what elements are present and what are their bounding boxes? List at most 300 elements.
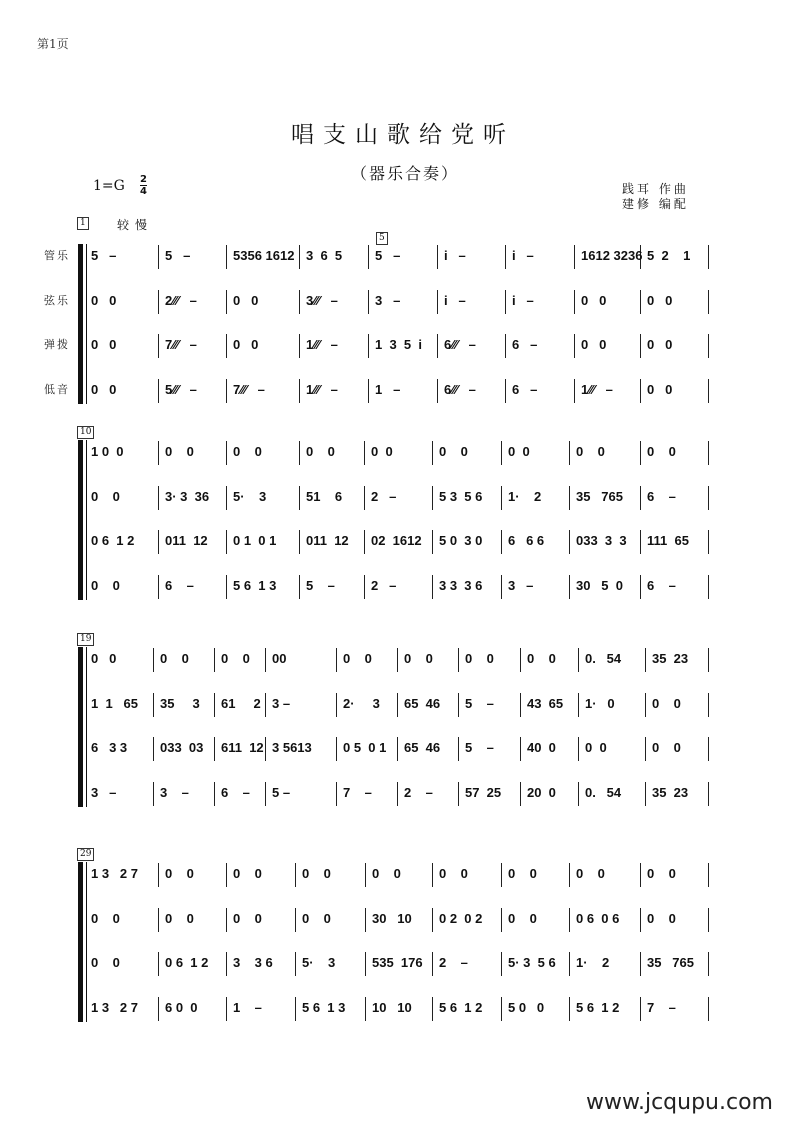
barline [265,648,266,672]
barline [520,648,521,672]
barline [368,379,369,403]
barline [226,486,227,510]
barline [708,863,709,887]
barline [158,575,159,599]
measure: 0 0 [160,651,189,666]
rehearsal-mark: 1 [77,217,89,230]
measure: 6 – [647,488,676,504]
barline [458,648,459,672]
barline [640,575,641,599]
measure: 1⁄⁄⁄ – [306,337,338,352]
barline [578,693,579,717]
measure: 6 3 3 [91,740,128,755]
measure: 3 5613 [272,740,312,755]
measure: 1⁄⁄⁄ – [581,381,613,397]
measure: 5 – [375,248,401,263]
barline [708,908,709,932]
barline [214,693,215,717]
barline [397,648,398,672]
barline [432,997,433,1021]
measure: 033 03 [160,740,204,755]
measure: 0 5 0 1 [343,740,387,755]
barline [640,379,641,403]
measure: 5· 3 [233,488,267,504]
barline [295,863,296,887]
barline [708,441,709,465]
measure: 5 0 3 0 [439,533,483,548]
barline [569,441,570,465]
barline [708,486,709,510]
measure: 6 – [221,784,250,800]
measure: 033 3 3 [576,533,627,548]
time-signature [140,174,147,197]
measure: 0 6 1 2 [91,533,135,548]
measure: 6 0 0 [165,999,198,1015]
barline [153,737,154,761]
barline [295,997,296,1021]
barline [640,997,641,1021]
barline [640,334,641,358]
measure: 30 5 0 [576,577,623,593]
measure: 2⁄⁄⁄ – [165,292,197,308]
measure: 0 0 [404,651,433,666]
arranger-credit: 建修 编配 [622,197,689,211]
measure: 61 2 [221,695,261,711]
measure: 35 3 [160,695,200,711]
measure: 011 12 [306,533,349,548]
barline [458,693,459,717]
barline [153,648,154,672]
barline [336,648,337,672]
barline [364,575,365,599]
barline [505,245,506,269]
measure: 1· 2 [576,955,610,970]
instrument-label: 弦乐 [44,293,70,307]
measure: 2· 3 [343,695,380,711]
barline [226,290,227,314]
time-signature-bottom: 4 [140,186,147,197]
barline [569,908,570,932]
barline [299,379,300,403]
barline [708,575,709,599]
measure: 0 0 [165,866,194,881]
measure: 3 – [272,695,291,711]
measure: 5 – [165,248,191,263]
barline [226,334,227,358]
measure: 0 0 [581,292,607,308]
measure: 0. 54 [585,651,622,666]
barline [645,693,646,717]
barline [578,737,579,761]
instrument-label: 管乐 [44,249,70,262]
tempo-marking: 较慢 [117,218,154,232]
barline [569,575,570,599]
measure: 5· 3 5 6 [508,955,556,970]
barline [505,379,506,403]
barline [520,737,521,761]
measure: 0 0 [233,337,259,352]
rehearsal-mark: 5 [376,232,388,245]
barline [397,693,398,717]
composer-credit: 践耳 作曲 [622,182,689,196]
barline [336,737,337,761]
measure: 2 – [371,577,397,593]
measure: 43 65 [527,695,564,711]
measure: 00 [272,651,287,666]
system-bracket [78,647,83,807]
measure: 0 0 [652,740,681,755]
barline [640,486,641,510]
barline [365,863,366,887]
barline [226,530,227,554]
barline [645,648,646,672]
barline [501,486,502,510]
measure: 0 0 [91,292,117,308]
measure: 0 0 [91,488,120,504]
measure: 1 0 0 [91,444,124,459]
barline [708,334,709,358]
barline [645,782,646,806]
barline [299,245,300,269]
measure: 65 46 [404,695,441,711]
measure: 3 3 3 6 [439,577,483,593]
barline [214,737,215,761]
measure: 0 0 [508,866,537,881]
barline [299,530,300,554]
barline [299,441,300,465]
measure: 3 – [375,292,401,308]
barline [214,648,215,672]
barline [432,908,433,932]
measure: 5 6 1 2 [576,999,620,1015]
score-subtitle: （器乐合奏） [350,164,459,183]
measure: 6 – [647,577,676,593]
measure: 0 0 [647,444,676,459]
measure: i – [512,248,534,263]
measure: 5 6 1 2 [439,999,483,1015]
measure: 6 – [512,381,538,397]
barline [158,863,159,887]
measure: 5· 3 [302,955,336,970]
measure: 5 2 1 [647,248,691,263]
barline [708,997,709,1021]
barline [708,737,709,761]
barline [432,441,433,465]
barline [458,737,459,761]
measure: 0 0 [576,444,605,459]
barline [640,530,641,554]
barline [158,997,159,1021]
measure: 1⁄⁄⁄ – [306,381,338,397]
system-bracket [78,440,83,600]
measure: 1· 2 [508,488,542,504]
measure: 35 765 [647,955,694,970]
barline [158,334,159,358]
barline [158,908,159,932]
barline [336,693,337,717]
measure: 0 1 0 1 [233,533,277,548]
system-bracket-line [86,647,87,807]
measure: 57 25 [465,784,502,800]
barline [708,782,709,806]
barline [708,693,709,717]
measure: 111 65 [647,533,689,548]
barline [640,863,641,887]
measure: 0 0 [91,955,120,970]
barline [520,693,521,717]
measure: 1 1 65 [91,695,138,711]
measure: 3· 3 36 [165,488,210,504]
page-number: 第1页 [37,37,69,51]
barline [265,737,266,761]
barline [299,486,300,510]
barline [437,290,438,314]
instrument-label: 弹拨 [44,338,70,351]
measure: 0 0 [576,866,605,881]
barline [708,952,709,976]
barline [574,379,575,403]
barline [501,530,502,554]
barline [299,575,300,599]
measure: 6⁄⁄⁄ – [444,381,476,397]
barline [569,863,570,887]
measure: 0 0 [233,866,262,881]
barline [226,908,227,932]
measure: 0 0 [647,866,676,881]
barline [708,290,709,314]
barline [265,693,266,717]
measure: 7⁄⁄⁄ – [165,337,197,352]
measure: 1 3 5 i [375,337,422,352]
barline [226,441,227,465]
barline [437,379,438,403]
measure: 0 0 [508,910,537,926]
measure: 40 0 [527,740,556,755]
barline [158,441,159,465]
score-title: 唱支山歌给党听 [291,122,515,148]
barline [578,648,579,672]
measure: 1· 0 [585,695,615,711]
barline [336,782,337,806]
measure: 5356 1612 [233,248,295,263]
measure: 0 2 0 2 [439,910,483,926]
barline [569,997,570,1021]
measure: 0 0 [302,910,331,926]
measure: 0 0 [527,651,556,666]
barline [158,952,159,976]
measure: 0 6 1 2 [165,955,209,970]
barline [501,997,502,1021]
measure: 2 – [439,955,468,970]
measure: 0 6 0 6 [576,910,620,926]
measure: 5 – [272,784,291,800]
barline [437,334,438,358]
measure: 20 0 [527,784,556,800]
barline [365,997,366,1021]
measure: 0 0 [439,866,468,881]
barline [295,908,296,932]
barline [226,997,227,1021]
system-bracket [78,862,83,1022]
barline [520,782,521,806]
barline [299,334,300,358]
barline [368,245,369,269]
barline [364,530,365,554]
measure: 0 0 [165,444,194,459]
measure: 3 3 6 [233,955,273,970]
barline [569,486,570,510]
measure: 1 – [233,999,262,1015]
measure: 3⁄⁄⁄ – [306,292,338,308]
system-bracket [78,244,83,404]
barline [158,290,159,314]
barline [574,245,575,269]
measure: 0 0 [302,866,331,881]
measure: 5 3 5 6 [439,488,483,504]
barline [574,290,575,314]
measure: 51 6 [306,488,343,504]
barline [505,290,506,314]
measure: 0 0 [91,381,117,397]
barline [645,737,646,761]
barline [640,441,641,465]
barline [397,737,398,761]
barline [364,441,365,465]
measure: 5 – [465,695,494,711]
barline [501,863,502,887]
barline [708,379,709,403]
measure: 2 – [404,784,433,800]
barline [432,486,433,510]
rehearsal-mark: 29 [77,848,94,861]
measure: 0 0 [221,651,250,666]
measure: 5 6 1 3 [233,577,277,593]
measure: 0 0 [306,444,335,459]
barline [569,952,570,976]
measure: 5⁄⁄⁄ – [165,381,197,397]
barline [158,486,159,510]
measure: 6 – [512,337,538,352]
measure: 0 0 [91,337,117,352]
barline [708,648,709,672]
measure: 0 0 [371,444,393,459]
barline [364,486,365,510]
measure: i – [444,248,466,263]
system-bracket-line [86,440,87,600]
barline [226,379,227,403]
barline [158,245,159,269]
measure: 2 – [371,488,397,504]
barline [226,245,227,269]
barline [299,290,300,314]
time-signature-top: 2 [140,174,147,185]
barline [226,575,227,599]
rehearsal-mark: 10 [77,426,94,439]
measure: 3 – [508,577,534,593]
measure: 30 10 [372,910,412,926]
barline [708,530,709,554]
measure: 0 0 [652,695,681,711]
barline [569,530,570,554]
barline [153,693,154,717]
measure: 535 176 [372,955,423,970]
barline [368,290,369,314]
system-bracket-line [86,862,87,1022]
measure: 35 23 [652,784,689,800]
measure: 0 0 [233,910,262,926]
measure: 3 – [160,784,189,800]
barline [505,334,506,358]
barline [295,952,296,976]
measure: 02 1612 [371,533,422,548]
barline [574,334,575,358]
measure: 5 0 0 [508,999,545,1015]
measure: 0 0 [343,651,372,666]
barline [158,379,159,403]
barline [365,908,366,932]
measure: 35 23 [652,651,689,666]
measure: 0 0 [91,577,120,593]
barline [501,952,502,976]
measure: 011 12 [165,533,208,548]
measure: 1 – [375,381,401,397]
barline [437,245,438,269]
measure: 0 0 [647,910,676,926]
measure: 5 – [306,577,335,593]
measure: 5 – [91,248,117,263]
barline [708,245,709,269]
barline [640,290,641,314]
measure: 0 0 [508,444,530,459]
measure: 0 0 [91,910,120,926]
measure: 3 – [91,784,117,800]
measure: 3 6 5 [306,248,343,263]
measure: 7⁄⁄⁄ – [233,381,265,397]
barline [365,952,366,976]
measure: 0 0 [647,337,673,352]
measure: 1 3 2 7 [91,999,138,1015]
barline [578,782,579,806]
barline [265,782,266,806]
barline [501,441,502,465]
measure: 6 6 6 [508,533,545,548]
measure: 10 10 [372,999,412,1015]
measure: 0 0 [647,292,673,308]
measure: i – [444,292,466,308]
measure: 0 0 [465,651,494,666]
measure: 0 0 [581,337,607,352]
barline [501,908,502,932]
barline [458,782,459,806]
measure: 0 0 [233,292,259,308]
barline [368,334,369,358]
barline [640,952,641,976]
measure: 35 765 [576,488,623,504]
measure: 611 12 [221,740,264,755]
measure: 1612 3236 [581,248,643,263]
measure: 6 – [165,577,194,593]
watermark: www.jcqupu.com [586,1090,773,1115]
measure: 0 0 [439,444,468,459]
measure: 0 0 [91,651,117,666]
barline [226,863,227,887]
barline [432,575,433,599]
instrument-label: 低音 [44,382,70,396]
barline [432,863,433,887]
barline [501,575,502,599]
barline [153,782,154,806]
system-bracket-line [86,244,87,404]
